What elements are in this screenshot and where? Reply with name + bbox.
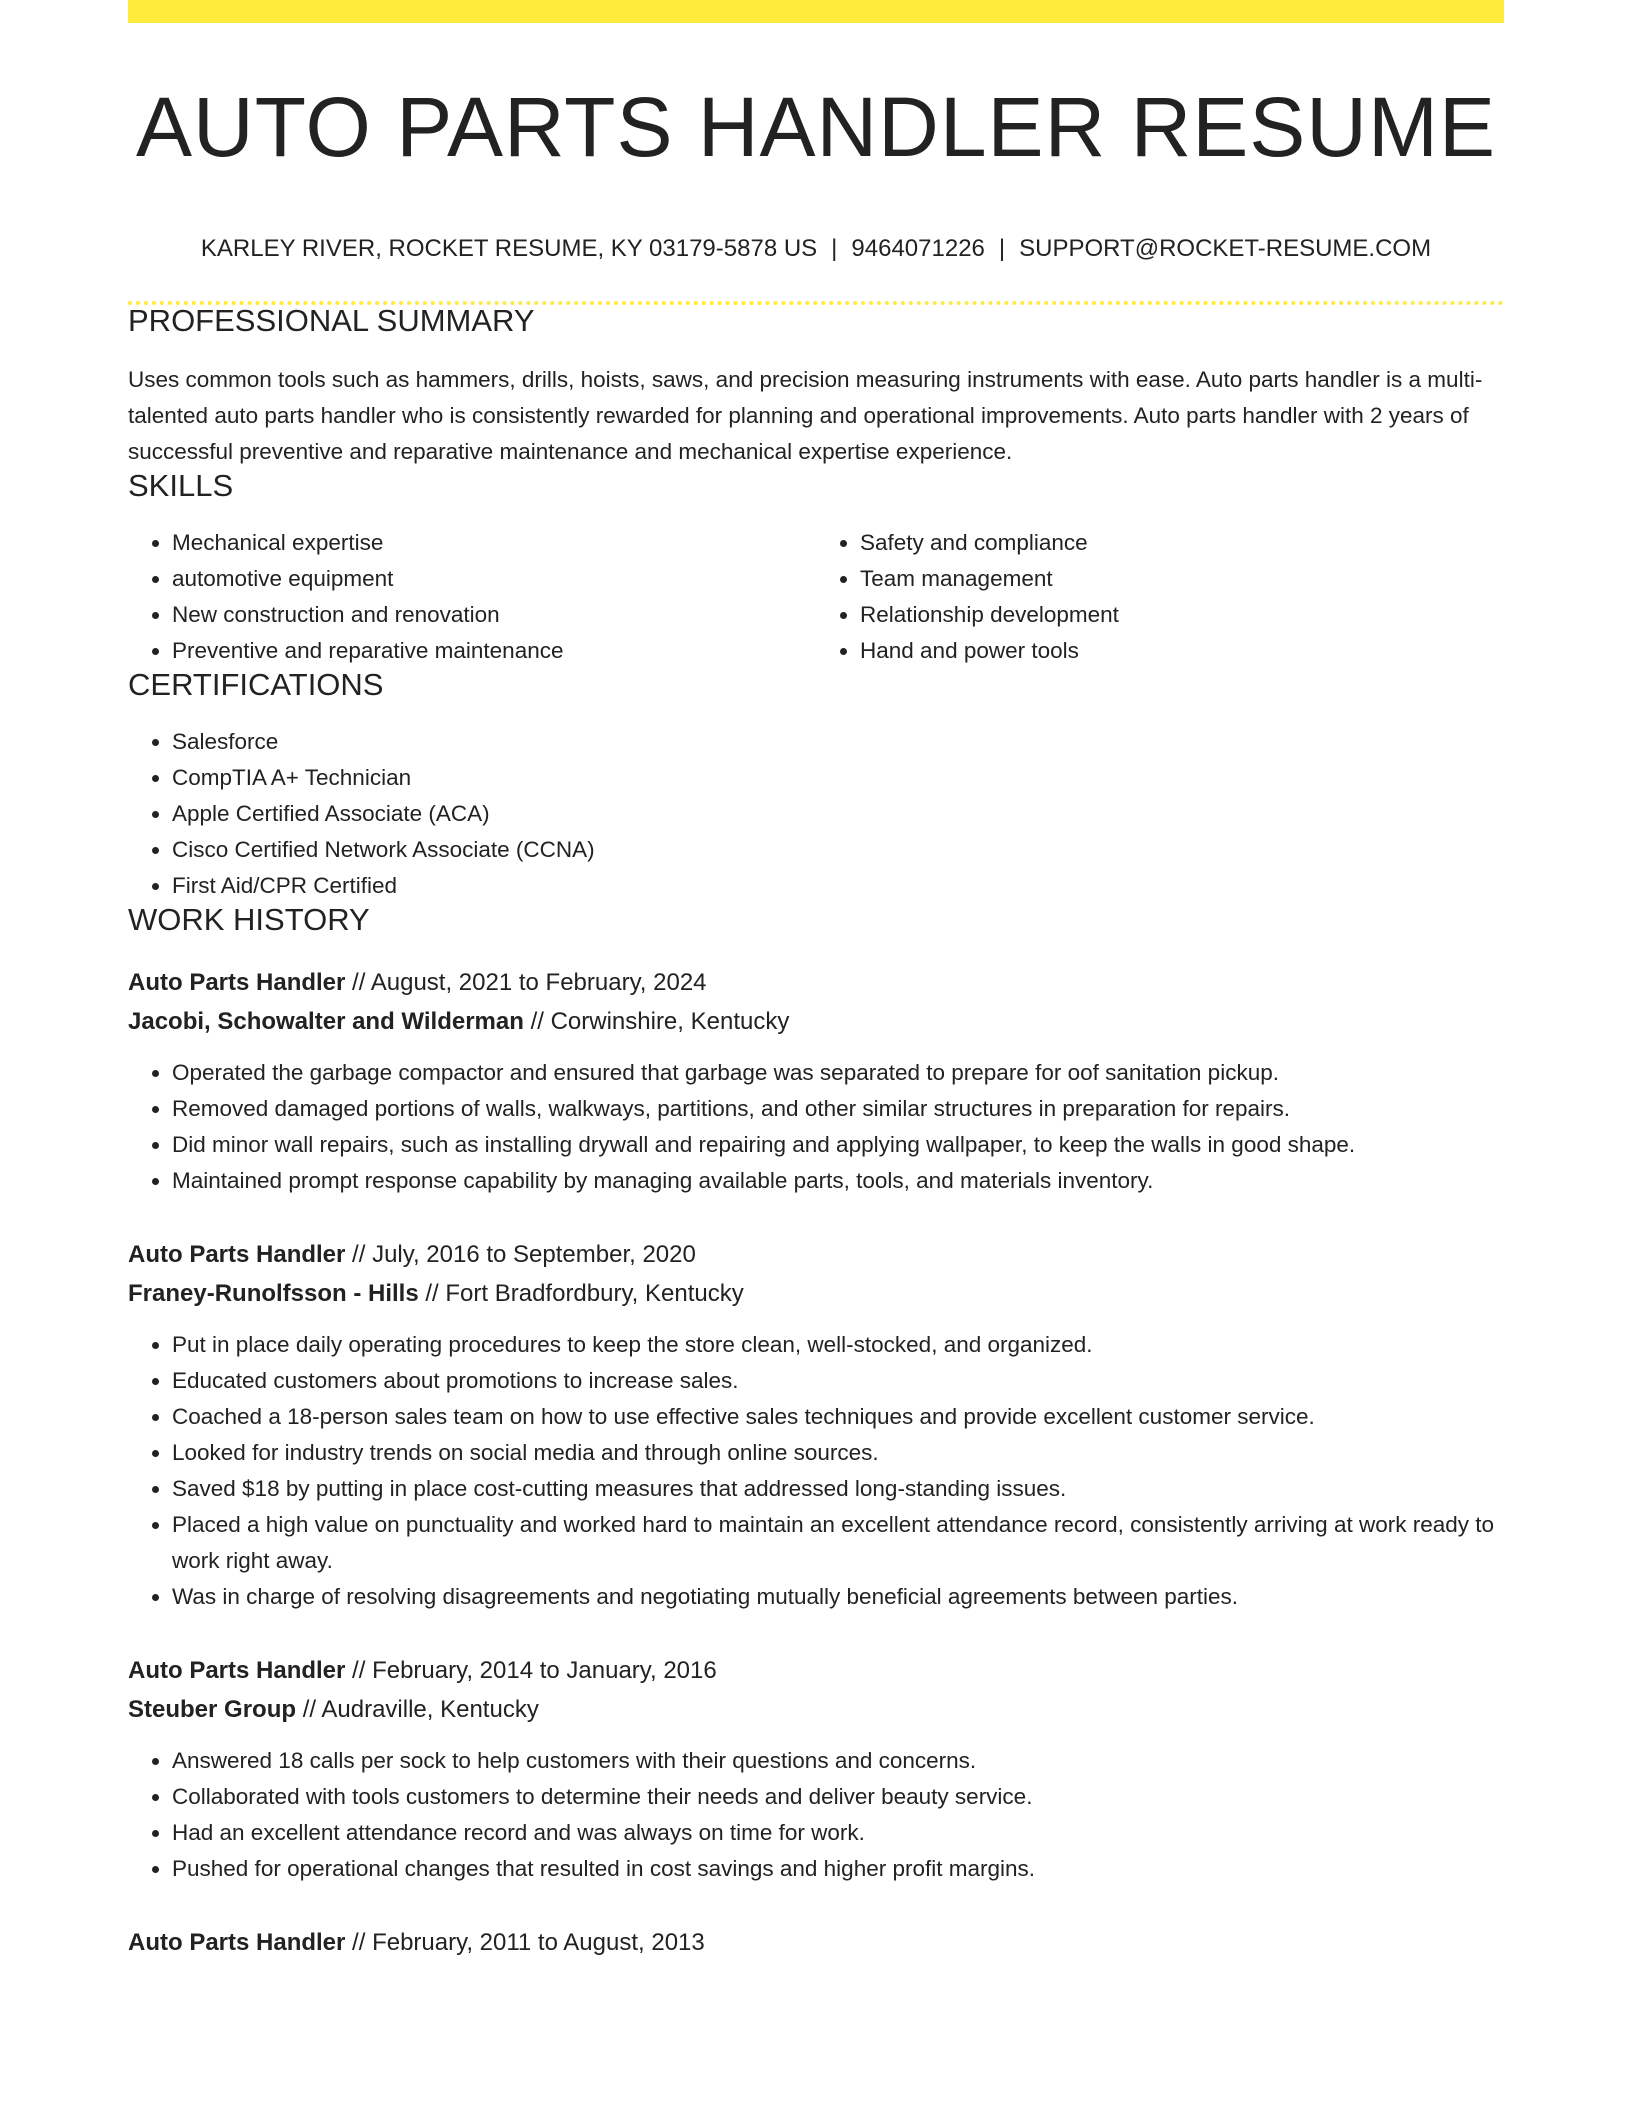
- job-dates: February, 2011 to August, 2013: [372, 1929, 705, 1956]
- job-company-line: [128, 1002, 1504, 1041]
- resume-title: AUTO PARTS HANDLER RESUME: [136, 80, 1496, 174]
- job-bullet: • Answered 18 calls per sock to help customers with their questions and concerns.: [172, 1743, 1504, 1779]
- skills-list-left: [128, 525, 816, 669]
- skill-item: • Team management: [860, 561, 1504, 597]
- accent-top-bar: [128, 0, 1504, 23]
- contact-separator: |: [831, 235, 838, 262]
- job-entry: [128, 1651, 1504, 1887]
- job-company: Steuber Group: [128, 1696, 297, 1723]
- job-role-line: [128, 1235, 1504, 1274]
- summary-heading: PROFESSIONAL SUMMARY: [128, 303, 535, 338]
- skills-list-right: [816, 525, 1504, 669]
- job-role: Auto Parts Handler: [128, 969, 346, 996]
- certifications-list: [128, 724, 1504, 904]
- job-entry: [128, 1235, 1504, 1615]
- contact-address: KARLEY RIVER, ROCKET RESUME, KY 03179-5878 US: [200, 235, 818, 262]
- job-location: Audraville, Kentucky: [321, 1696, 539, 1723]
- job-divider: //: [352, 1241, 366, 1268]
- skill-item: • Mechanical expertise: [172, 525, 816, 561]
- job-company: Franey-Runolfsson - Hills: [128, 1280, 419, 1307]
- job-company: Jacobi, Schowalter and Wilderman: [128, 1008, 524, 1035]
- job-divider: //: [425, 1280, 439, 1307]
- job-location: Corwinshire, Kentucky: [550, 1008, 790, 1035]
- certification-item: • Apple Certified Associate (ACA): [172, 796, 1504, 832]
- summary-text: Uses common tools such as hammers, drills, hoists, saws, and precision measuring instruments with ease. Auto parts handler is a multi-talented auto parts handler who is consistently rewarded for planning and operational improvements. Auto parts handler with 2 years of successful preventive and reparative maintenance and mechanical expertise experience.: [128, 367, 1483, 464]
- job-bullet: • Pushed for operational changes that resulted in cost savings and higher profit margins.: [172, 1851, 1504, 1887]
- job-role: Auto Parts Handler: [128, 1657, 346, 1684]
- job-bullets: [128, 1327, 1504, 1615]
- skill-item: • Preventive and reparative maintenance: [172, 633, 816, 669]
- job-bullet: • Put in place daily operating procedures to keep the store clean, well-stocked, and organized.: [172, 1327, 1504, 1363]
- skills-grid: [128, 525, 1504, 669]
- contact-line: [128, 237, 1504, 261]
- job-entry: [128, 963, 1504, 1199]
- job-divider: //: [352, 1657, 366, 1684]
- job-role: Auto Parts Handler: [128, 1241, 346, 1268]
- contact-separator: |: [998, 235, 1006, 262]
- job-entry: [128, 1923, 1504, 1962]
- job-role-line: [128, 963, 1504, 1002]
- job-role: Auto Parts Handler: [128, 1929, 346, 1956]
- job-divider: //: [352, 969, 366, 996]
- job-dates: February, 2014 to January, 2016: [372, 1657, 717, 1684]
- skill-item: • automotive equipment: [172, 561, 816, 597]
- certification-item: • Salesforce: [172, 724, 1504, 760]
- job-role-line: [128, 1651, 1504, 1690]
- skill-item: • Hand and power tools: [860, 633, 1504, 669]
- contact-phone: 9464071226: [851, 235, 985, 262]
- job-bullet: • Removed damaged portions of walls, walkways, partitions, and other similar structures in preparation for repairs.: [172, 1091, 1504, 1127]
- job-location: Fort Bradfordbury, Kentucky: [445, 1280, 744, 1307]
- skill-item: • Safety and compliance: [860, 525, 1504, 561]
- job-bullet: • Saved $18 by putting in place cost-cutting measures that addressed long-standing issues.: [172, 1471, 1504, 1507]
- contact-email: SUPPORT@ROCKET-RESUME.COM: [1019, 235, 1432, 262]
- job-bullet: • Operated the garbage compactor and ensured that garbage was separated to prepare for oof sanitation pickup.: [172, 1055, 1504, 1091]
- job-bullets: [128, 1055, 1504, 1199]
- job-dates: August, 2021 to February, 2024: [370, 969, 707, 996]
- job-company-line: [128, 1690, 1504, 1729]
- job-bullet: • Coached a 18-person sales team on how to use effective sales techniques and provide excellent customer service.: [172, 1399, 1504, 1435]
- job-bullet: • Did minor wall repairs, such as installing drywall and repairing and applying wallpaper, to keep the walls in good shape.: [172, 1127, 1504, 1163]
- certification-item: • First Aid/CPR Certified: [172, 868, 1504, 904]
- job-company-line: [128, 1274, 1504, 1313]
- job-bullets: [128, 1743, 1504, 1887]
- job-bullet: • Placed a high value on punctuality and worked hard to maintain an excellent attendance record, consistently arriving at work ready to work right away.: [172, 1507, 1504, 1579]
- job-divider: //: [352, 1929, 366, 1956]
- skill-item: • Relationship development: [860, 597, 1504, 633]
- job-bullet: • Collaborated with tools customers to determine their needs and deliver beauty service.: [172, 1779, 1504, 1815]
- skills-heading: SKILLS: [128, 468, 234, 503]
- skill-item: • New construction and renovation: [172, 597, 816, 633]
- job-divider: //: [302, 1696, 317, 1723]
- job-role-line: [128, 1923, 1504, 1962]
- job-bullet: • Had an excellent attendance record and was always on time for work.: [172, 1815, 1504, 1851]
- job-bullet: • Looked for industry trends on social media and through online sources.: [172, 1435, 1504, 1471]
- job-bullet: • Was in charge of resolving disagreements and negotiating mutually beneficial agreements between parties.: [172, 1579, 1504, 1615]
- certification-item: • CompTIA A+ Technician: [172, 760, 1504, 796]
- certifications-heading: CERTIFICATIONS: [128, 667, 384, 702]
- job-bullet: • Maintained prompt response capability by managing available parts, tools, and materials inventory.: [172, 1163, 1504, 1199]
- job-bullet: • Educated customers about promotions to increase sales.: [172, 1363, 1504, 1399]
- job-divider: //: [530, 1008, 544, 1035]
- work-history-heading: WORK HISTORY: [128, 902, 370, 937]
- resume-page: [128, 0, 1504, 1962]
- job-dates: July, 2016 to September, 2020: [372, 1241, 696, 1268]
- certification-item: • Cisco Certified Network Associate (CCNA): [172, 832, 1504, 868]
